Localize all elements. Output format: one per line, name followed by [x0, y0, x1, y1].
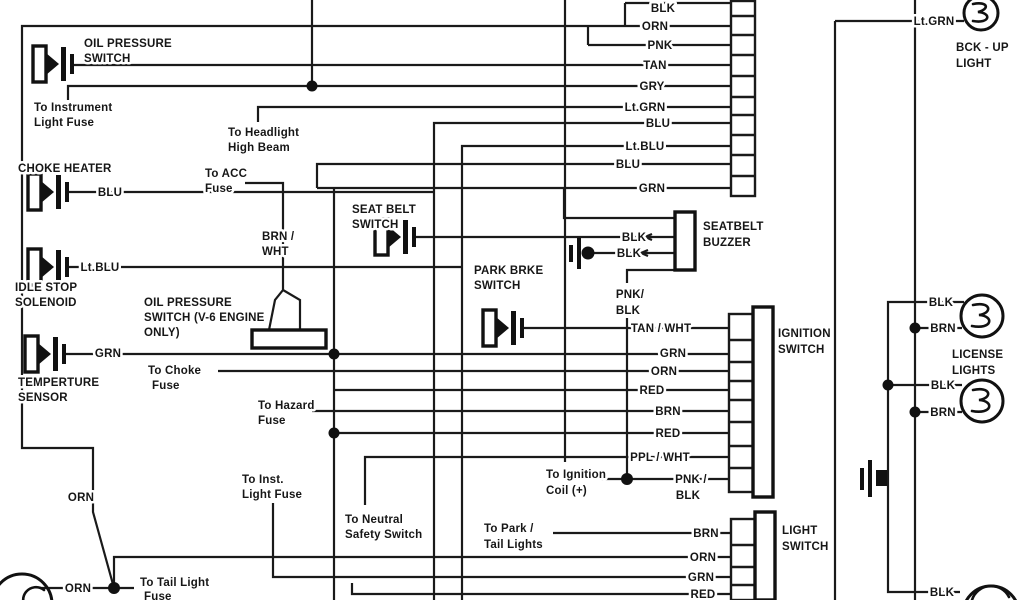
- choke-heater-label: CHOKE HEATER: [18, 163, 112, 175]
- labels-layer: [15, 3, 1009, 600]
- oil-pressure-v6-label-2: SWITCH (V-6 ENGINE: [144, 312, 265, 324]
- ign-red-1: RED: [639, 385, 665, 397]
- ign-pnk-blk-1: PNK /: [675, 474, 707, 486]
- license-light-bulb-2: [961, 380, 1003, 422]
- bottom-right-bulb: [963, 586, 1019, 600]
- park-brke-switch-icon: [483, 310, 524, 346]
- to-neutral-safety-switch-2: Safety Switch: [345, 529, 423, 541]
- to-park-tail-lights-2: Tail Lights: [484, 539, 543, 551]
- pin-blu-2: BLU: [615, 159, 641, 171]
- ign-red-2: RED: [655, 428, 681, 440]
- to-headlight-high-beam-2: High Beam: [228, 142, 290, 154]
- temperture-sensor-label-2: SENSOR: [18, 392, 68, 404]
- to-instrument-light-fuse-2: Light Fuse: [34, 117, 95, 129]
- to-ignition-coil-1: To Ignition: [546, 469, 607, 481]
- buzzer-blk-1: BLK: [621, 232, 647, 244]
- ignition-switch-connector: [729, 307, 773, 497]
- oil-pressure-switch-label-1: OIL PRESSURE: [84, 38, 172, 50]
- backup-light-bulb: [964, 0, 998, 30]
- orn-bottom: ORN: [64, 583, 92, 595]
- pin-gry: GRY: [639, 81, 665, 93]
- light-switch-connector: [731, 512, 775, 600]
- ign-pnk-blk-2: BLK: [675, 490, 701, 502]
- buzzer-pnk-blk-1: PNK/: [615, 289, 645, 301]
- orn-mid: ORN: [67, 492, 95, 504]
- to-choke-fuse-1: To Choke: [148, 365, 202, 377]
- pin-grn: GRN: [638, 183, 666, 195]
- to-acc-fuse-2: Fuse: [205, 183, 233, 195]
- ground-icon-right: [860, 460, 887, 497]
- seatbelt-buzzer-label-2: BUZZER: [703, 237, 751, 249]
- park-brke-switch-label-2: SWITCH: [474, 280, 521, 292]
- idle-ltblu: Lt.BLU: [80, 262, 120, 274]
- license-lights-label-2: LIGHTS: [952, 365, 996, 377]
- ign-tan-wht: TAN / WHT: [630, 323, 692, 335]
- ign-grn: GRN: [659, 348, 687, 360]
- seat-belt-switch-label-1: SEAT BELT: [352, 204, 416, 216]
- wire-gry-instrument: [68, 86, 731, 100]
- seatbelt-buzzer-label-1: SEATBELT: [703, 221, 764, 233]
- bottom-blk: BLK: [929, 587, 955, 599]
- to-park-tail-lights-1: To Park /: [484, 523, 534, 535]
- pin-tan: TAN: [643, 60, 667, 72]
- to-choke-fuse-2: Fuse: [152, 380, 180, 392]
- pin-blu-1: BLU: [645, 118, 671, 130]
- idle-stop-solenoid-label-1: IDLE STOP: [15, 282, 78, 294]
- pin-blk: BLK: [650, 3, 676, 15]
- ign-brn: BRN: [655, 406, 681, 418]
- license1-blk: BLK: [928, 297, 954, 309]
- license2-blk: BLK: [930, 380, 956, 392]
- wire-blk-right-trunk: [888, 302, 964, 592]
- temperture-sensor-label-1: TEMPERTURE: [18, 377, 100, 389]
- pin-orn: ORN: [641, 21, 669, 33]
- wire-blu-2: [317, 164, 731, 188]
- temp-grn: GRN: [94, 348, 122, 360]
- light-red: RED: [690, 589, 716, 600]
- ign-ppl-wht: PPL / WHT: [630, 452, 690, 464]
- light-orn: ORN: [689, 552, 717, 564]
- ignition-switch-label-2: SWITCH: [778, 344, 825, 356]
- brn-wht-wire-label-2: WHT: [262, 246, 289, 258]
- to-tail-light-fuse-1: To Tail Light: [140, 577, 210, 589]
- idle-stop-solenoid-label-2: SOLENOID: [15, 297, 77, 309]
- ground-icon-buzzer: [569, 238, 595, 269]
- choke-heater-icon: [28, 174, 69, 210]
- bck-up-light-label-2: LIGHT: [956, 58, 992, 70]
- ignition-switch-label-1: IGNITION: [778, 328, 831, 340]
- to-headlight-high-beam-1: To Headlight: [228, 127, 300, 139]
- choke-blu: BLU: [97, 187, 123, 199]
- to-ignition-coil-2: Coil (+): [546, 485, 587, 497]
- idle-stop-solenoid-icon: [28, 249, 69, 285]
- pin-pnk: PNK: [647, 40, 673, 52]
- seatbelt-buzzer-block: [675, 212, 695, 270]
- to-hazard-fuse-2: Fuse: [258, 415, 286, 427]
- light-grn: GRN: [687, 572, 715, 584]
- oil-pressure-switch-label-2: SWITCH: [84, 53, 131, 65]
- seat-belt-switch-label-2: SWITCH: [352, 219, 399, 231]
- to-hazard-fuse-1: To Hazard: [258, 400, 315, 412]
- pin-ltblu: Lt.BLU: [625, 141, 665, 153]
- light-switch-label-1: LIGHT: [782, 525, 818, 537]
- bck-up-light-label-1: BCK - UP: [956, 42, 1009, 54]
- temperture-sensor-icon: [25, 336, 66, 372]
- wire-blk-top: [625, 3, 731, 26]
- oil-pressure-v6-label-3: ONLY): [144, 327, 180, 339]
- buzzer-pnk-blk-2: BLK: [615, 305, 641, 317]
- brn-wht-wire-label-1: BRN /: [262, 231, 295, 243]
- ign-orn: ORN: [650, 366, 678, 378]
- license1-brn: BRN: [930, 323, 956, 335]
- to-inst-light-fuse-2: Light Fuse: [242, 489, 303, 501]
- license-light-bulb-1: [961, 295, 1003, 337]
- to-acc-fuse-1: To ACC: [205, 168, 248, 180]
- to-neutral-safety-switch-1: To Neutral: [345, 514, 404, 526]
- oil-pressure-switch-icon: [33, 46, 74, 82]
- wire-red-light: [352, 583, 731, 594]
- top-connector: [731, 1, 755, 196]
- oil-pressure-switch-v6-block: [252, 330, 326, 348]
- oil-pressure-v6-label-1: OIL PRESSURE: [144, 297, 232, 309]
- license-lights-label-1: LICENSE: [952, 349, 1004, 361]
- to-instrument-light-fuse-1: To Instrument: [34, 102, 113, 114]
- to-tail-light-fuse-2: Fuse: [144, 591, 172, 600]
- backup-ltgrn: Lt.GRN: [913, 16, 955, 28]
- light-brn: BRN: [693, 528, 719, 540]
- pin-ltgrn: Lt.GRN: [624, 102, 666, 114]
- park-brke-switch-label-1: PARK BRKE: [474, 265, 544, 277]
- light-switch-label-2: SWITCH: [782, 541, 829, 553]
- license2-brn: BRN: [930, 407, 956, 419]
- buzzer-blk-2: BLK: [616, 248, 642, 260]
- to-inst-light-fuse-1: To Inst.: [242, 474, 284, 486]
